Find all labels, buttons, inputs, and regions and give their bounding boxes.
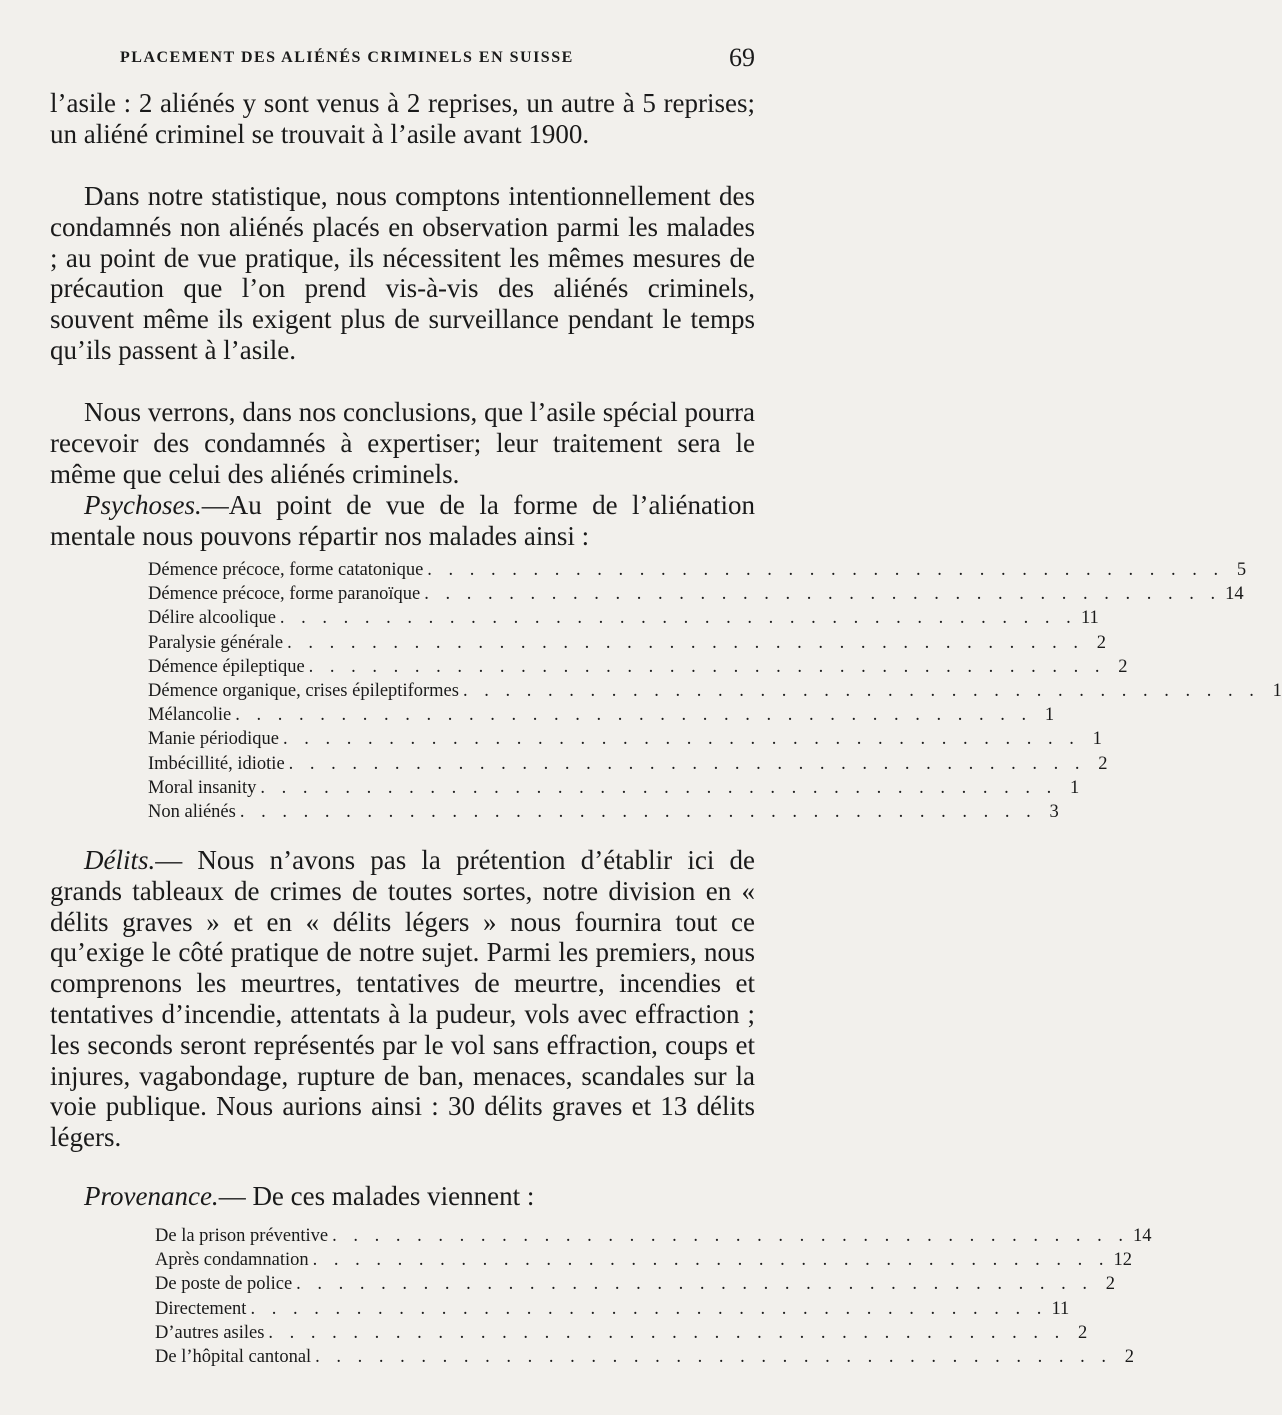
psychosis-count: 14: [1225, 584, 1244, 605]
psychosis-label: Non aliénés: [148, 801, 236, 822]
provenance-row: [155, 1345, 1135, 1369]
provenance-label: Directement: [155, 1298, 247, 1319]
leader-dots: . . . . . . . . . . . . . . . . . . . . . . . . . . . . . . . . . . . . . .: [287, 632, 1084, 653]
psychosis-row: [148, 752, 1108, 776]
paragraph-3: [50, 397, 755, 489]
psychoses-heading: Psychoses.: [84, 490, 202, 520]
provenance-label: Après condamnation: [155, 1250, 309, 1271]
provenance-intro: — De ces malades viennent :: [218, 1181, 535, 1211]
paragraph-1-text: l’asile : 2 aliénés y sont venus à 2 reprises, un autre à 5 reprises; un aliéné criminel se trouvait à l’asile avant 1900.: [50, 88, 755, 149]
psychosis-label: Démence précoce, forme paranoïque: [148, 584, 421, 605]
provenance-row: [155, 1224, 1152, 1248]
psychosis-row: [148, 582, 1244, 606]
paragraph-2: [50, 181, 755, 366]
psychosis-count: 1: [1092, 729, 1102, 750]
provenance-row: [155, 1321, 1088, 1345]
leader-dots: . . . . . . . . . . . . . . . . . . . . . . . . . . . . . . . . . . . . . .: [250, 1298, 1048, 1319]
psychosis-label: Démence organique, crises épileptiformes: [148, 680, 459, 701]
leader-dots: . . . . . . . . . . . . . . . . . . . . . . . . . . . . . . . . . . . . . .: [260, 777, 1058, 798]
provenance-row: [155, 1272, 1116, 1296]
psychosis-label: Délire alcoolique: [148, 608, 276, 629]
psychosis-label: Imbécillité, idiotie: [148, 753, 285, 774]
psychosis-count: 1: [1044, 705, 1055, 726]
running-header: [50, 38, 755, 78]
delits-heading: Délits.: [84, 845, 156, 875]
provenance-row: [155, 1297, 1070, 1321]
provenance-count: 2: [1124, 1346, 1135, 1367]
leader-dots: . . . . . . . . . . . . . . . . . . . . . . . . . . . . . . . . . . . . . .: [288, 753, 1086, 774]
provenance-count: 14: [1133, 1226, 1152, 1246]
psychosis-row: [148, 558, 1247, 582]
leader-dots: . . . . . . . . . . . . . . . . . . . . . . . . . . . . . . . . . . . . . .: [332, 1226, 1129, 1246]
leader-dots: . . . . . . . . . . . . . . . . . . . . . . . . . . . . . . . . . . . . . .: [279, 608, 1077, 629]
leader-dots: . . . . . . . . . . . . . . . . . . . . . . . . . . . . . . . . . . . . . .: [268, 1322, 1066, 1343]
psychosis-row: [148, 606, 1099, 630]
psychosis-count: 1: [1070, 777, 1080, 798]
psychoses-list: [148, 558, 1282, 824]
psychosis-label: Paralysie générale: [148, 632, 284, 653]
psychosis-count: 5: [1236, 560, 1247, 580]
provenance-count: 12: [1113, 1250, 1132, 1271]
provenance-heading: Provenance.: [84, 1181, 219, 1211]
provenance-row: [155, 1248, 1132, 1272]
leader-dots: . . . . . . . . . . . . . . . . . . . . . . . . . . . . . . . . . . . . . .: [424, 584, 1222, 605]
psychosis-label: Moral insanity: [148, 777, 257, 798]
psychosis-count: 2: [1098, 753, 1108, 774]
paragraph-1: [50, 88, 755, 150]
psychosis-row: [148, 679, 1282, 703]
paragraph-psychoses: [50, 490, 755, 552]
psychosis-count: 1: [1272, 680, 1282, 701]
psychosis-count: 3: [1049, 801, 1059, 822]
psychosis-label: Démence précoce, forme catatonique: [148, 560, 424, 580]
psychosis-row: [148, 800, 1059, 824]
leader-dots: . . . . . . . . . . . . . . . . . . . . . . . . . . . . . . . . . . . . . .: [308, 656, 1106, 677]
psychosis-label: Manie périodique: [148, 729, 279, 750]
psychosis-row: [148, 727, 1102, 751]
psychosis-count: 2: [1096, 632, 1106, 653]
psychosis-label: Mélancolie: [148, 705, 232, 726]
provenance-list: [155, 1224, 1152, 1369]
psychosis-row: [148, 776, 1080, 800]
delits-text: — Nous n’avons pas la prétention d’établir ici de grands tableaux de crimes de toutes sortes, notre division en « délits graves » et en « délits légers » nous fournira tout ce qu’exige le côté pratique de notre sujet. Parmi les premiers, nous comprenons les meurtres, tentatives de meurtre, incendies et tentatives d’incendie, attentats à la pudeur, vols avec effraction ; les seconds seront représentés par le vol sans effraction, coups et injures, vagabondage, rupture de ban, menaces, scandales sur la voie publique. Nous aurions ainsi : 30 délits graves et 13 délits légers.: [50, 845, 755, 1153]
leader-dots: . . . . . . . . . . . . . . . . . . . . . . . . . . . . . . . . . . . . . .: [235, 705, 1033, 726]
leader-dots: . . . . . . . . . . . . . . . . . . . . . . . . . . . . . . . . . . . . . .: [312, 1250, 1110, 1271]
header-title: PLACEMENT DES ALIÉNÉS CRIMINELS EN SUISSE: [120, 49, 574, 66]
paragraph-delits: [50, 845, 755, 1153]
psychosis-label: Démence épileptique: [148, 656, 305, 677]
psychosis-count: 11: [1080, 608, 1099, 629]
provenance-count: 2: [1078, 1322, 1088, 1343]
provenance-label: De poste de police: [155, 1274, 293, 1295]
provenance-count: 11: [1051, 1298, 1070, 1319]
leader-dots: . . . . . . . . . . . . . . . . . . . . . . . . . . . . . . . . . . . . . .: [239, 801, 1037, 822]
psychosis-row: [148, 655, 1128, 679]
paragraph-2-text: Dans notre statistique, nous comptons intentionnellement des condamnés non aliénés placés en observation parmi les malades ; au point de vue pratique, ils nécessitent les mêmes mesures de précaution que l’on prend vis-à-vis des aliénés criminels, souvent même ils exigent plus de surveillance pendant le temps qu’ils passent à l’asile.: [50, 181, 755, 365]
psychoses-intro: —Au point de vue de la forme de l’aliénation mentale nous pouvons répartir nos malades ainsi :: [50, 490, 755, 551]
paragraph-3-text: Nous verrons, dans nos conclusions, que l’asile spécial pourra recevoir des condamnés à expertiser; leur traitement sera le même que celui des aliénés criminels.: [50, 397, 755, 489]
psychosis-row: [148, 631, 1106, 655]
provenance-count: 2: [1105, 1274, 1116, 1295]
psychosis-count: 2: [1118, 656, 1128, 677]
leader-dots: . . . . . . . . . . . . . . . . . . . . . . . . . . . . . . . . . . . . . .: [427, 560, 1225, 580]
leader-dots: . . . . . . . . . . . . . . . . . . . . . . . . . . . . . . . . . . . . . .: [283, 729, 1080, 750]
page-number: 69: [729, 43, 755, 72]
leader-dots: . . . . . . . . . . . . . . . . . . . . . . . . . . . . . . . . . . . . . .: [462, 680, 1260, 701]
provenance-label: De la prison préventive: [155, 1226, 329, 1246]
paragraph-provenance: [50, 1181, 755, 1212]
leader-dots: . . . . . . . . . . . . . . . . . . . . . . . . . . . . . . . . . . . . . .: [296, 1274, 1094, 1295]
provenance-label: D’autres asiles: [155, 1322, 265, 1343]
psychosis-row: [148, 703, 1055, 727]
leader-dots: . . . . . . . . . . . . . . . . . . . . . . . . . . . . . . . . . . . . . .: [315, 1346, 1113, 1367]
provenance-label: De l’hôpital cantonal: [155, 1346, 312, 1367]
